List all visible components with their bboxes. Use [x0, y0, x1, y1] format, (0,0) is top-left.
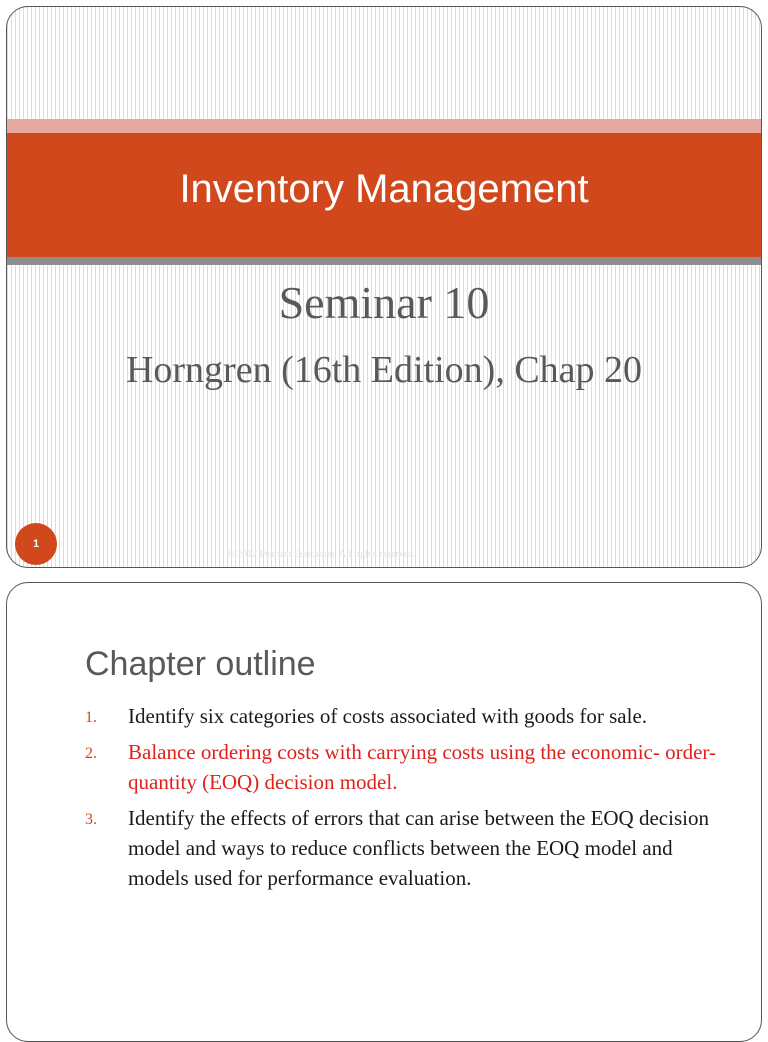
reference-subtitle: Horngren (16th Edition), Chap 20 [125, 349, 643, 391]
item-number: 3. [85, 811, 97, 828]
title-band-top-stripe [7, 119, 761, 133]
copyright-notice: © 2012 Pearson Education. All rights reserved. [227, 549, 416, 560]
item-text: Identify the effects of errors that can arise between the EOQ decision model and ways to reduce conflicts between the EOQ model and models used for performance evaluation. [128, 806, 709, 890]
item-number: 2. [85, 745, 97, 762]
outline-item [85, 701, 735, 731]
title-slide [6, 6, 762, 568]
item-text: Identify six categories of costs associated with goods for sale. [128, 704, 648, 728]
outline-slide [6, 582, 762, 1042]
outline-item [85, 737, 735, 797]
seminar-subtitle: Seminar 10 [278, 277, 490, 328]
item-number: 1. [85, 709, 97, 726]
outline-list [85, 701, 735, 899]
item-text: Balance ordering costs with carrying costs using the economic- order-quantity (EOQ) decision model. [128, 740, 716, 794]
outline-item [85, 803, 735, 893]
title-band-bottom-stripe [7, 257, 761, 265]
slide-title: Inventory Management [179, 167, 589, 211]
slide-number-badge: 1 [15, 523, 57, 565]
outline-heading: Chapter outline [85, 645, 316, 683]
